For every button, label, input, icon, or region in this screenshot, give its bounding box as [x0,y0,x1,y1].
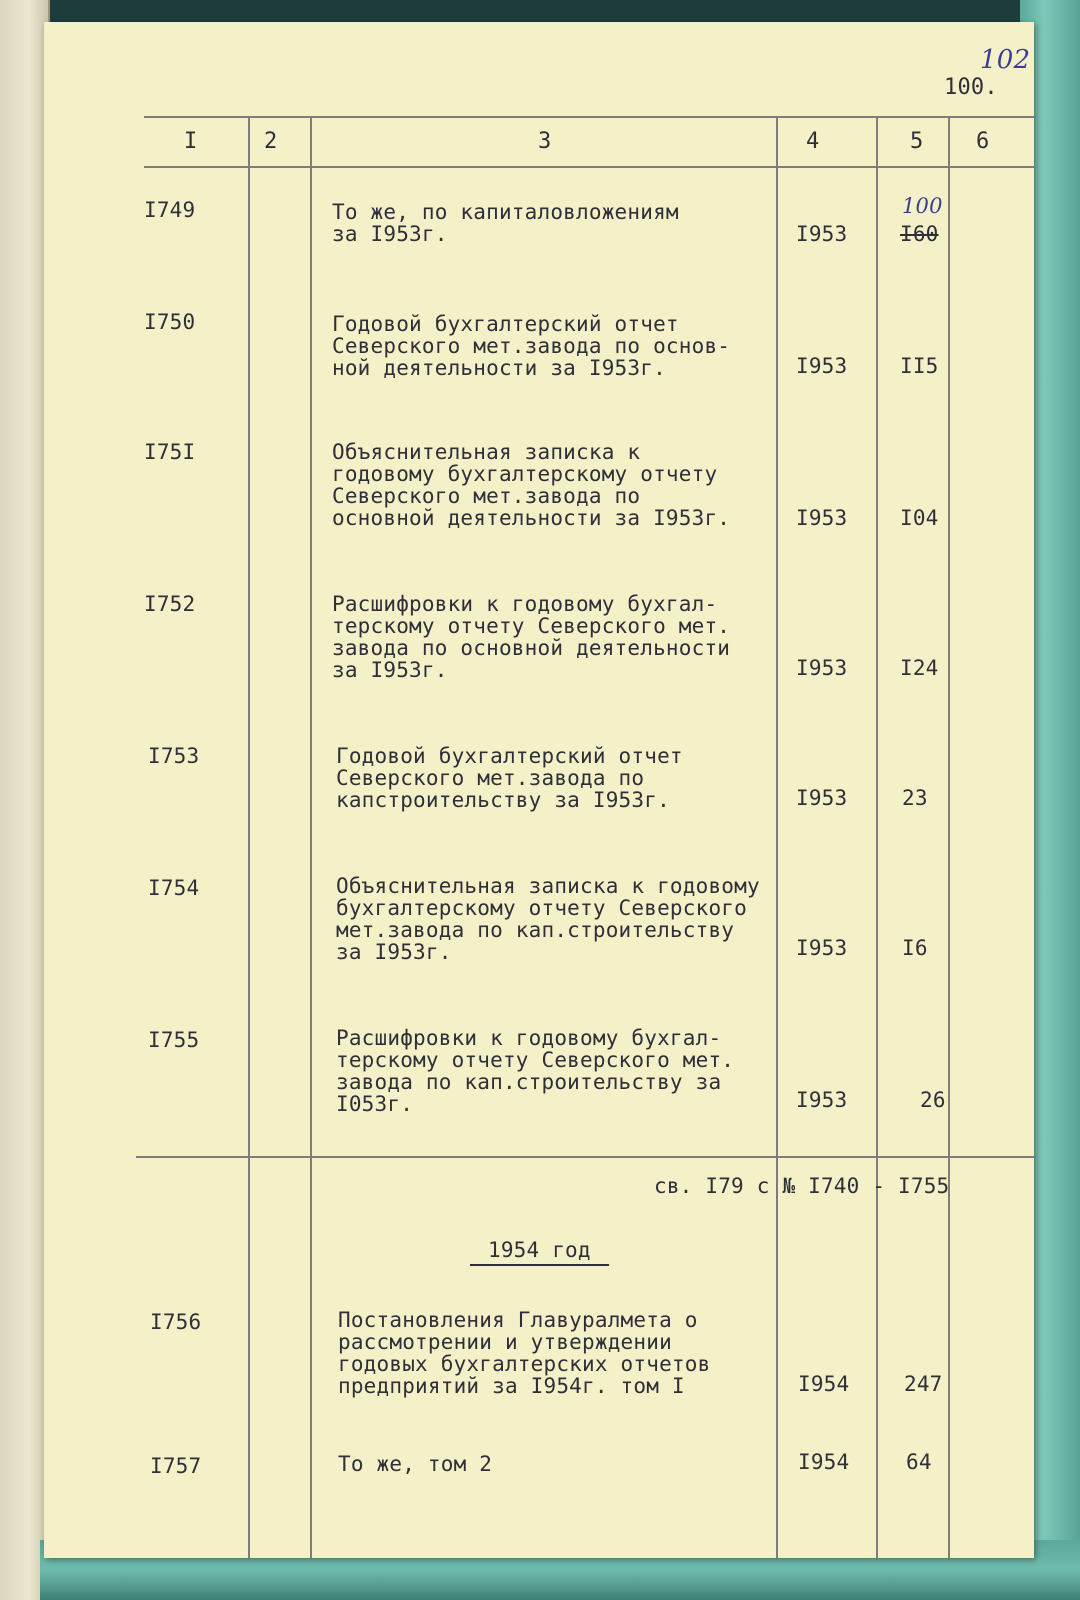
sheet-count-correction: 100 [902,194,943,218]
case-title-line: мет.завода по кап.строительству [336,918,735,942]
sheet-count: I60 [900,222,939,246]
page-number: 100. [944,75,998,100]
case-title-line: рассмотрении и утверждении [338,1330,672,1354]
case-year: I953 [796,936,848,960]
case-title-line: Расшифровки к годовому бухгал- [332,592,718,616]
case-number: I749 [144,198,196,222]
case-title-line: Объяснительная записка к [332,440,641,464]
case-number: I75I [144,440,196,464]
case-title-line: Северского мет.завода по [332,484,641,508]
column-divider-4 [876,116,878,1558]
case-number: I754 [148,876,200,900]
document-page [44,22,1034,1558]
case-title-line: за I953г. [332,222,448,246]
bundle-note: св. I79 с № I740 - I755 [654,1174,950,1198]
sheet-count: 64 [906,1450,932,1474]
case-number: I750 [144,310,196,334]
case-title-line: бухгалтерскому отчету Северского [336,896,747,920]
sheet-count: 26 [920,1088,946,1112]
column-divider-2 [310,116,312,1558]
case-number: I756 [150,1310,202,1334]
case-number: I757 [150,1454,202,1478]
case-title-line: терскому отчету Северского мет. [336,1048,735,1072]
year-heading: 1954 год [470,1238,609,1266]
header-top-rule [144,116,1034,118]
case-title-line: завода по основной деятельности [332,636,731,660]
case-year: I953 [796,222,848,246]
column-header-5: 5 [910,129,924,154]
sheet-count: 23 [902,786,928,810]
case-title-line: капстроительству за I953г. [336,788,670,812]
column-header-1: I [184,129,198,154]
column-header-6: 6 [976,129,990,154]
column-header-3: 3 [538,129,552,154]
case-number: I752 [144,592,196,616]
case-title-line: основной деятельности за I953г. [332,506,731,530]
case-number: I755 [148,1028,200,1052]
case-year: I953 [796,656,848,680]
sheet-count: I6 [902,936,928,960]
case-year: I953 [796,786,848,810]
archive-sheet-number: 102 [980,45,1031,75]
case-title-line: предприятий за I954г. том I [338,1374,685,1398]
case-title-line: завода по кап.строительству за [336,1070,722,1094]
case-title-line: терскому отчету Северского мет. [332,614,731,638]
case-title-line: годовому бухгалтерскому отчету [332,462,718,486]
sheet-count: II5 [900,354,939,378]
case-year: I954 [798,1450,850,1474]
case-number: I753 [148,744,200,768]
case-title-line: То же, том 2 [338,1452,493,1476]
case-year: I954 [798,1372,850,1396]
column-divider-1 [248,116,250,1558]
sheet-count: 247 [904,1372,943,1396]
case-title-line: Объяснительная записка к годовому [336,874,760,898]
case-title-line: I053г. [336,1092,414,1116]
case-title-line: Постановления Главуралмета о [338,1308,698,1332]
case-title-line: за I953г. [336,940,452,964]
header-bottom-rule [144,166,1034,168]
column-header-4: 4 [806,129,820,154]
case-title-line: Годовой бухгалтерский отчет [332,312,679,336]
case-title-line: годовых бухгалтерских отчетов [338,1352,711,1376]
sheet-count: I24 [900,656,939,680]
case-title-line: Северского мет.завода по основ- [332,334,731,358]
case-year: I953 [796,506,848,530]
column-divider-5 [948,116,950,1558]
case-title-line: Северского мет.завода по [336,766,645,790]
case-title-line: Расшифровки к годовому бухгал- [336,1026,722,1050]
sheet-count: I04 [900,506,939,530]
binder-edge [0,0,50,1600]
case-year: I953 [796,1088,848,1112]
column-header-2: 2 [264,129,278,154]
case-title-line: за I953г. [332,658,448,682]
section-separator [136,1156,1034,1158]
case-title-line: ной деятельности за I953г. [332,356,666,380]
case-year: I953 [796,354,848,378]
case-title-line: То же, по капиталовложениям [332,200,679,224]
column-divider-3 [776,116,778,1558]
case-title-line: Годовой бухгалтерский отчет [336,744,683,768]
